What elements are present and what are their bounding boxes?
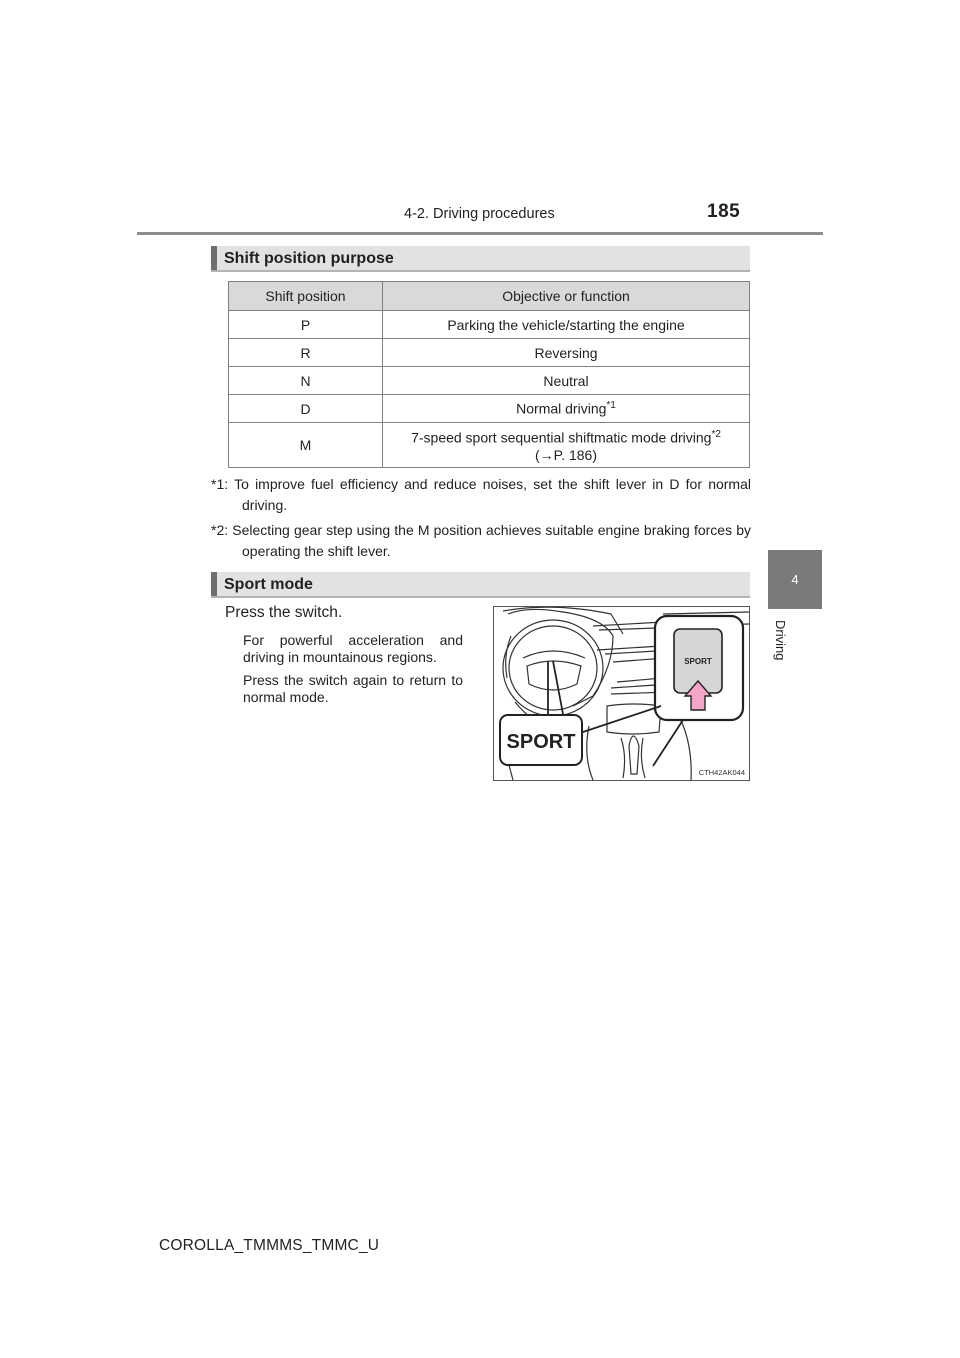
footnote-ref: *1	[606, 400, 616, 412]
shift-position-cell: D	[229, 395, 383, 423]
footnote-mark: *2	[211, 522, 225, 538]
sport-section-heading	[211, 572, 750, 598]
chapter-tab	[768, 550, 822, 609]
footnote-2	[211, 520, 751, 562]
sport-callout-label: SPORT	[506, 731, 576, 753]
table-row	[229, 423, 750, 468]
function-text: Normal driving	[516, 400, 607, 417]
function-cell: Parking the vehicle/starting the engine	[383, 311, 750, 339]
function-cell: Neutral	[383, 367, 750, 395]
page-number: 185	[707, 201, 741, 222]
sport-switch-illustration	[493, 606, 750, 781]
shift-position-cell: P	[229, 311, 383, 339]
section-label: 4-2. Driving procedures	[404, 206, 555, 222]
footnote-1	[211, 474, 751, 516]
instruction-text: Press the switch.	[225, 604, 343, 621]
table-row	[229, 395, 750, 423]
figure-code: CTH42AK044	[698, 768, 745, 777]
function-text: 7-speed sport sequential shiftmatic mode driving	[411, 429, 712, 446]
manual-code: COROLLA_TMMMS_TMMC_U	[159, 1237, 380, 1254]
shift-position-cell: N	[229, 367, 383, 395]
column-header: Shift position	[229, 282, 383, 311]
shift-section-title: Shift position purpose	[224, 250, 394, 267]
sport-button-label: SPORT	[684, 657, 712, 666]
heading-bar	[211, 246, 217, 270]
footnote-text: : Selecting gear step using the M position achieves suitable engine braking forces by operating the shift lever.	[224, 522, 751, 559]
chapter-label: Driving	[773, 620, 788, 661]
header-rule	[137, 232, 823, 235]
sport-paragraph-1: For powerful acceleration and driving in mountainous regions.	[243, 632, 463, 665]
footnote-mark: *1	[211, 476, 225, 492]
heading-bar	[211, 572, 217, 596]
column-header: Objective or function	[383, 282, 750, 311]
sport-section-title: Sport mode	[224, 576, 313, 593]
function-cell: Reversing	[383, 339, 750, 367]
shift-position-cell: M	[229, 423, 383, 468]
table-row	[229, 339, 750, 367]
shift-position-table	[228, 281, 750, 468]
sport-paragraph-2: Press the switch again to return to normal mode.	[243, 672, 463, 705]
footnote-text: : To improve fuel efficiency and reduce noises, set the shift lever in D for normal driving.	[224, 476, 751, 513]
shift-position-cell: R	[229, 339, 383, 367]
chapter-number: 4	[791, 572, 799, 587]
table-header-row	[229, 282, 750, 311]
page-reference: (→P. 186)	[535, 446, 597, 463]
table-row	[229, 367, 750, 395]
function-cell	[383, 395, 750, 423]
footnote-ref: *2	[711, 429, 721, 441]
function-cell	[383, 423, 750, 468]
shift-section-heading	[211, 246, 750, 272]
chapter-label-container	[752, 620, 838, 660]
table-row	[229, 311, 750, 339]
